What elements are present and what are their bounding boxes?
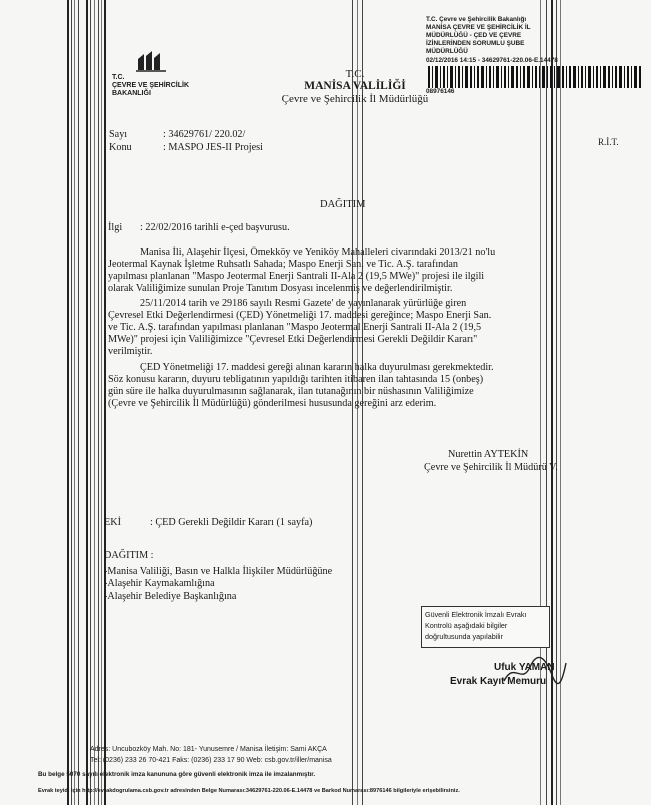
body-line: 25/11/2014 tarih ve 29186 sayılı Resmi Gazete' de yayınlanarak yürürlüğe giren <box>140 298 467 309</box>
body-line: Jeotermal Kaynak İşletme Ruhsatlı Sahada; Maspo Enerji San. ve Tic. A.Ş. tarafından <box>108 259 458 270</box>
scan-streak <box>101 0 102 805</box>
body-line: Söz konusu kararın, duyuru tebligatının yapıldığı tarihten itibaren ilan tahtasında 15 (onbeş) <box>108 374 484 385</box>
konu-label: Konu <box>109 142 132 153</box>
distribution-item: -Alaşehir Belediye Başkanlığına <box>104 591 237 602</box>
scan-streak <box>71 0 72 805</box>
distribution-heading: DAĞITIM <box>320 199 366 210</box>
esign-line: doğrultusunda yapılabilir <box>425 632 503 641</box>
stamp-barcode-number: 08976146 <box>426 88 455 95</box>
scan-streak <box>78 0 79 805</box>
sayi-value: : 34629761/ 220.02/ <box>163 129 246 140</box>
footer-address: Adres: Uncubozköy Mah. No: 181- Yunusemre / Manisa İletişim: Sami AKÇA <box>90 746 327 753</box>
certifier-title: Evrak Kayıt Memuru <box>450 676 547 687</box>
konu-value: : MASPO JES-II Projesi <box>163 142 263 153</box>
scan-streak <box>94 0 95 805</box>
certifier-name: Ufuk YAMAN <box>494 662 555 673</box>
esign-line: Kontrolü aşağıdaki bilgiler <box>425 621 508 630</box>
scan-streak <box>104 0 106 805</box>
signatory-title: Çevre ve Şehircilik İl Müdürü V. <box>424 462 558 473</box>
stamp-line: MÜDÜRLÜĞÜ - ÇED VE ÇEVRE <box>426 32 522 39</box>
stamp-line: İZİNLERİNDEN SORUMLU ŞUBE <box>426 40 525 47</box>
body-line: Manisa İli, Alaşehir İlçesi, Ömekköy ve Yeniköy Mahalleleri civarındaki 2013/21 no'lu <box>140 247 496 258</box>
sayi-label: Sayı <box>109 129 128 140</box>
distribution-list-title: DAĞITIM : <box>104 550 154 561</box>
body-line: Çevresel Etki Değerlendirmesi (ÇED) Yönetmeliği 17. maddesi gereğince; Maspo Enerji San. <box>108 310 492 321</box>
footer-phone: Tel: (0236) 233 26 70-421 Faks: (0236) 233 17 90 Web: csb.gov.tr/iller/manisa <box>90 757 332 764</box>
distribution-item: -Alaşehir Kaymakamlığına <box>104 578 215 589</box>
handwritten-signature-icon <box>500 655 570 689</box>
scan-streak <box>98 0 99 805</box>
body-line: (Çevre ve Şehircilik İl Müdürlüğü) gönderilmesi hususunda gereğini arz ederim. <box>108 398 437 409</box>
ministry-abbr: T.C. <box>112 74 125 81</box>
scan-streak <box>86 0 88 805</box>
footer-law-notice: Bu belge 5070 sayılı elektronik imza kanununa göre güvenli elektronik imza ile imzalanmıştır. <box>38 771 316 778</box>
stamp-line: 02/12/2016 14:15 - 34629761-220.06-E.14478 <box>426 57 558 64</box>
rit-mark: R.İ.T. <box>598 137 619 147</box>
body-line: MWe)" projesi için Valiliğimizce "Çevresel Etki Değerlendirmesi Gerekli Değildir Kararı" <box>108 334 478 345</box>
barcode-icon <box>428 66 642 88</box>
body-line: ÇED Yönetmeliği 17. maddesi gereği alınan kararın halka duyurulması gerekmektedir. <box>140 362 494 373</box>
distribution-item: -Manisa Valiliği, Basın ve Halkla İlişkiler Müdürlüğüne <box>104 566 333 577</box>
stamp-line: T.C. Çevre ve Şehircilik Bakanlığı <box>426 16 527 23</box>
body-line: olarak Valiliğimize sunulan Proje Tanıtım Dosyası incelenmiş ve değerlendirilmiştir. <box>108 283 453 294</box>
ministry-name-line2: BAKANLIĞI <box>112 90 151 97</box>
ministry-logo-icon <box>136 50 166 72</box>
header-tc: T.C. <box>345 68 365 80</box>
header-valilik: MANİSA VALİLİĞİ <box>304 80 406 92</box>
esignature-notice-box <box>421 606 550 648</box>
stamp-line: MANİSA ÇEVRE VE ŞEHİRCİLİK İL <box>426 24 531 31</box>
stamp-line: MÜDÜRLÜĞÜ <box>426 48 468 55</box>
body-line: verilmiştir. <box>108 346 153 357</box>
scan-streak <box>90 0 91 805</box>
ilgi-line: İlgi : 22/02/2016 tarihli e-çed başvurusu. <box>108 222 290 233</box>
attachment-label: EKİ <box>104 517 121 528</box>
ministry-name-line1: ÇEVRE VE ŞEHİRCİLİK <box>112 82 190 89</box>
header-mudurluk: Çevre ve Şehircilik İl Müdürlüğü <box>281 93 429 105</box>
footer-verify-notice: Evrak teyidi için http://evrakdogrulama.csb.gov.tr adresinden Belge Numarası:34629761-220.06-E.14478 ve Barkod Numarası:8976146 bilgileriyle erişebilirsiniz. <box>38 788 460 794</box>
body-line: gün süre ile halka duyurulmasının sağlanarak, ilan tutanağının bir nüshasının Valiliğimize <box>108 386 474 397</box>
body-line: yapılması planlanan "Maspo Jeotermal Enerji Santrali II-Ala 2 (19,5 MWe)" projesi ile ilgili <box>108 271 485 282</box>
esign-line: Güvenli Elektronik İmzalı Evrakı <box>425 610 527 619</box>
body-line: ve Tic. A.Ş. tarafından yapılması planlanan "Maspo Jeotermal Enerji Santrali II-Ala 2 (19,5 <box>108 322 482 333</box>
scan-streak <box>67 0 69 805</box>
scan-streak <box>74 0 75 805</box>
attachment-value: : ÇED Gerekli Değildir Kararı (1 sayfa) <box>150 517 313 528</box>
signatory-name: Nurettin AYTEKİN <box>448 449 529 460</box>
